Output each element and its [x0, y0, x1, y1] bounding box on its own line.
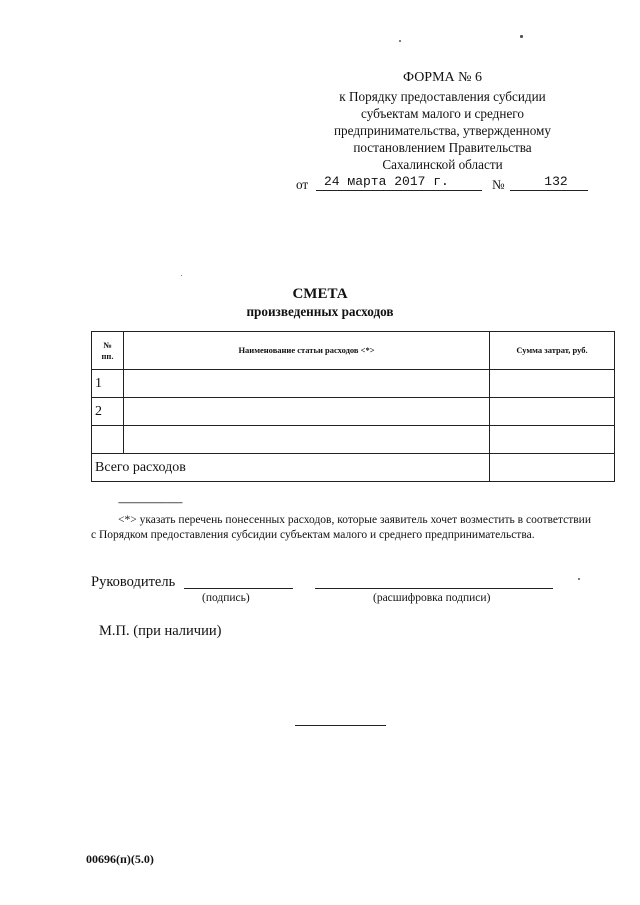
header-line-4: постановлением Правительства: [353, 140, 532, 155]
table-row: [92, 370, 615, 398]
scan-speck: [578, 578, 580, 580]
number-field: 132: [510, 174, 588, 191]
scan-speck: [520, 35, 523, 38]
header-line-1: к Порядку предоставления субсидии: [339, 89, 546, 104]
number-prefix: №: [492, 177, 505, 192]
header-line-5: Сахалинской области: [382, 157, 503, 172]
bottom-divider: [295, 724, 386, 726]
signature-caption: (подпись): [202, 592, 250, 604]
table-header-row: [92, 332, 615, 370]
table-row: [92, 426, 615, 454]
col-header-amount: Сумма затрат, руб.: [490, 332, 615, 370]
row-name-cell[interactable]: [124, 426, 490, 454]
date-prefix: от: [296, 177, 309, 192]
header-line-2: субъектам малого и среднего: [361, 106, 524, 121]
signature-decoding-line[interactable]: [315, 573, 553, 589]
row-amount-cell[interactable]: [490, 426, 615, 454]
document-subtitle: произведенных расходов: [246, 304, 394, 319]
row-name-cell[interactable]: [124, 370, 490, 398]
date-field: 24 марта 2017 г.: [316, 174, 482, 191]
col-header-name: Наименование статьи расходов <*>: [124, 332, 490, 370]
row-num: 2: [92, 398, 124, 426]
scan-speck: [399, 40, 401, 42]
document-title: СМЕТА: [292, 286, 348, 302]
row-name-cell[interactable]: [124, 398, 490, 426]
table-row: [92, 398, 615, 426]
scan-speck: [181, 275, 182, 276]
header-line-3: предпринимательства, утвержденному: [334, 123, 551, 138]
row-amount-cell[interactable]: [490, 398, 615, 426]
expense-table: [91, 331, 615, 482]
total-amount-cell[interactable]: [490, 454, 615, 482]
col-header-num: № пп.: [92, 332, 124, 370]
footnote-text: <*> указать перечень понесенных расходов, которые заявитель хочет возместить в соответствии с Порядком предоставления субсидии субъектам малого и среднего предпринимательства.: [91, 514, 591, 541]
decoding-caption: (расшифровка подписи): [373, 592, 491, 604]
row-num: [92, 426, 124, 454]
table-total-row: [92, 454, 615, 482]
footnote-separator: --------------------------------: [118, 497, 182, 507]
row-amount-cell[interactable]: [490, 370, 615, 398]
signature-label: Руководитель: [91, 574, 176, 590]
row-num: 1: [92, 370, 124, 398]
stamp-label: М.П. (при наличии): [99, 623, 222, 639]
footer-code: 00696(п)(5.0): [86, 852, 154, 866]
total-label: Всего расходов: [92, 454, 490, 482]
form-number: ФОРМА № 6: [402, 70, 483, 85]
signature-line[interactable]: [184, 573, 293, 589]
